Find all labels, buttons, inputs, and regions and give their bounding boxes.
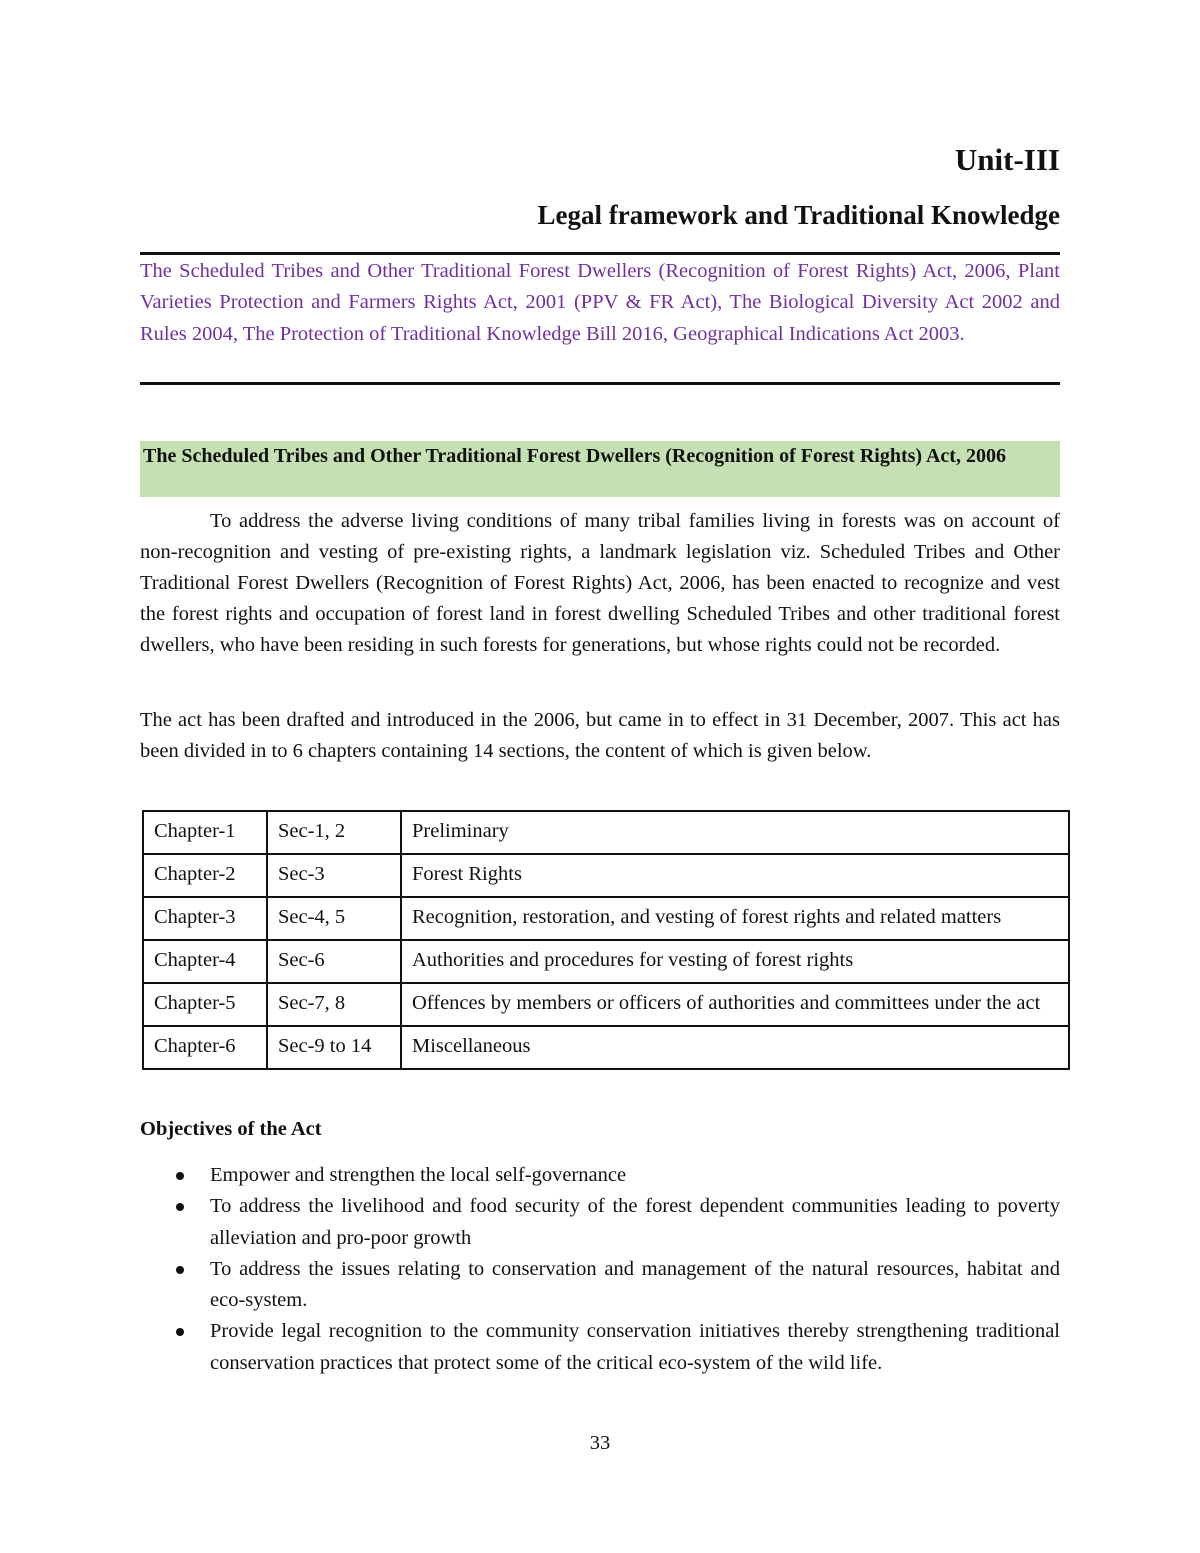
chapter-cell: Chapter-2 bbox=[143, 854, 267, 897]
sections-cell: Sec-7, 8 bbox=[267, 983, 401, 1026]
table-row bbox=[143, 1026, 1069, 1069]
objectives-list bbox=[140, 1160, 1060, 1379]
list-item-text: To address the issues relating to conservation and management of the natural resources, habitat and eco-system. bbox=[210, 1257, 1060, 1312]
section-heading: The Scheduled Tribes and Other Traditional Forest Dwellers (Recognition of Forest Rights) Act, 2006 bbox=[140, 441, 1060, 497]
topics-summary: The Scheduled Tribes and Other Traditional Forest Dwellers (Recognition of Forest Rights) Act, 2006, Plant Varieties Protection and Farmers Rights Act, 2001 (PPV & FR Act), The Biological Diversity Act 2002 and Rules 2004, The Protection of Traditional Knowledge Bill 2016, Geographical Indications Act 2003. bbox=[140, 260, 1060, 345]
bullet-icon bbox=[176, 1172, 184, 1180]
unit-subtitle: Legal framework and Traditional Knowledge bbox=[537, 200, 1060, 230]
table-row bbox=[143, 854, 1069, 897]
chapter-cell: Chapter-1 bbox=[143, 811, 267, 854]
table-row bbox=[143, 983, 1069, 1026]
list-item bbox=[140, 1254, 1060, 1317]
body-paragraph: The act has been drafted and introduced in the 2006, but came in to effect in 31 December, 2007. This act has been divided in to 6 chapters containing 14 sections, the content of which is given below. bbox=[140, 709, 1060, 762]
content-cell: Miscellaneous bbox=[401, 1026, 1069, 1069]
body-paragraph: To address the adverse living conditions of many tribal families living in forests was on account of non-recognition and vesting of pre-existing rights, a landmark legislation viz. Scheduled Tribes and Other Traditional Forest Dwellers (Recognition of Forest Rights) Act, 2006, has been enacted to recognize and vest the forest rights and occupation of forest land in forest dwelling Scheduled Tribes and other traditional forest dwellers, who have been residing in such forests for generations, but whose rights could not be recorded. bbox=[140, 510, 1060, 656]
content-cell: Forest Rights bbox=[401, 854, 1069, 897]
list-item-text: Empower and strengthen the local self-governance bbox=[210, 1164, 627, 1186]
list-item-text: To address the livelihood and food security of the forest dependent communities leading to poverty alleviation and pro-poor growth bbox=[210, 1195, 1060, 1249]
table-row bbox=[143, 940, 1069, 983]
bullet-icon bbox=[176, 1203, 184, 1211]
list-item bbox=[140, 1191, 1060, 1254]
chapter-cell: Chapter-4 bbox=[143, 940, 267, 983]
chapter-cell: Chapter-5 bbox=[143, 983, 267, 1026]
list-item-text: Provide legal recognition to the community conservation initiatives thereby strengthening traditional conservation practices that protect some of the critical eco-system of the wild life. bbox=[210, 1320, 1060, 1374]
content-cell: Recognition, restoration, and vesting of forest rights and related matters bbox=[401, 897, 1069, 940]
content-cell: Preliminary bbox=[401, 811, 1069, 854]
objectives-heading: Objectives of the Act bbox=[140, 1118, 322, 1140]
chapter-cell: Chapter-6 bbox=[143, 1026, 267, 1069]
bullet-icon bbox=[176, 1328, 184, 1336]
table-row bbox=[143, 897, 1069, 940]
list-item bbox=[140, 1316, 1060, 1379]
list-item bbox=[140, 1160, 1060, 1191]
content-cell: Authorities and procedures for vesting of forest rights bbox=[401, 940, 1069, 983]
sections-cell: Sec-1, 2 bbox=[267, 811, 401, 854]
content-cell: Offences by members or officers of authorities and committees under the act bbox=[401, 983, 1069, 1026]
unit-title: Unit-III bbox=[954, 142, 1060, 177]
bottom-rule bbox=[140, 382, 1060, 385]
sections-cell: Sec-3 bbox=[267, 854, 401, 897]
sections-cell: Sec-6 bbox=[267, 940, 401, 983]
bullet-icon bbox=[176, 1266, 184, 1274]
table-row bbox=[143, 811, 1069, 854]
sections-cell: Sec-4, 5 bbox=[267, 897, 401, 940]
page-number: 33 bbox=[589, 1432, 611, 1454]
chapters-table bbox=[142, 810, 1070, 1070]
sections-cell: Sec-9 to 14 bbox=[267, 1026, 401, 1069]
chapter-cell: Chapter-3 bbox=[143, 897, 267, 940]
top-rule bbox=[140, 252, 1060, 255]
